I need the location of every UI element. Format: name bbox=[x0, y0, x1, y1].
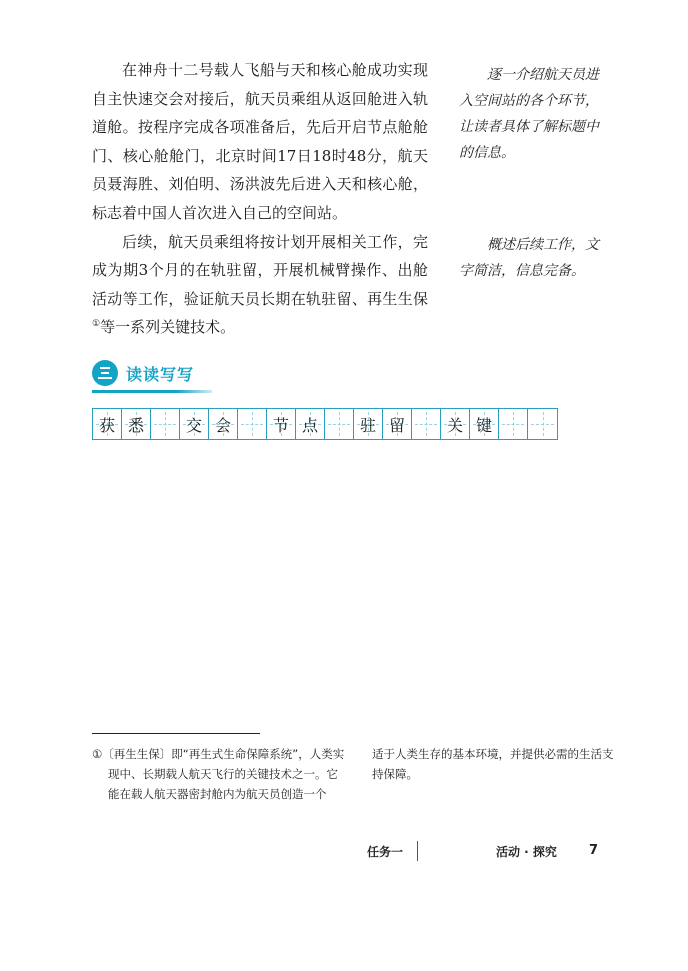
section-title: 读读写写 bbox=[126, 364, 195, 384]
grid-cell bbox=[180, 409, 209, 439]
grid-cell-empty[interactable] bbox=[238, 409, 267, 439]
footer-task: 任务一 bbox=[367, 845, 404, 859]
grid-char: 获 bbox=[98, 415, 115, 435]
grid-cell bbox=[441, 409, 470, 439]
page-number: 7 bbox=[589, 843, 599, 858]
grid-char: 关 bbox=[446, 415, 463, 435]
section-number-icon bbox=[92, 360, 118, 386]
grid-cell bbox=[296, 409, 325, 439]
grid-cell-empty[interactable] bbox=[325, 409, 354, 439]
footnote-divider bbox=[92, 733, 260, 734]
grid-cell-empty[interactable] bbox=[412, 409, 441, 439]
grid-char: 悉 bbox=[127, 415, 144, 435]
three-strokes-icon bbox=[97, 366, 113, 380]
grid-cell bbox=[122, 409, 151, 439]
grid-cell bbox=[209, 409, 238, 439]
grid-char: 留 bbox=[388, 415, 405, 435]
grid-char: 会 bbox=[214, 415, 231, 435]
side-note-2: 概述后续工作，文字简洁，信息完备。 bbox=[459, 237, 599, 279]
grid-char: 键 bbox=[475, 415, 492, 435]
footnote-right: 适于人类生存的基本环境，并提供必需的生活支持保障。 bbox=[372, 747, 614, 781]
footer-divider bbox=[417, 841, 418, 861]
grid-cell bbox=[354, 409, 383, 439]
footnote-marker[interactable]: ① bbox=[92, 319, 101, 330]
grid-cell bbox=[383, 409, 412, 439]
section-underline bbox=[92, 390, 212, 393]
grid-char: 点 bbox=[301, 415, 318, 435]
grid-cell-empty[interactable] bbox=[499, 409, 528, 439]
grid-char: 交 bbox=[185, 415, 202, 435]
grid-cell-empty[interactable] bbox=[151, 409, 180, 439]
footnote-left bbox=[92, 744, 347, 804]
main-text bbox=[92, 56, 428, 342]
grid-char: 驻 bbox=[359, 415, 376, 435]
footer-activity: 活动 · 探究 bbox=[496, 845, 557, 859]
footnote-marker-bottom: ① bbox=[92, 747, 103, 761]
paragraph-2 bbox=[92, 228, 428, 342]
paragraph-1: 在神舟十二号载人飞船与天和核心舱成功实现自主快速交会对接后，航天员乘组从返回舱进入轨道舱。按程序完成各项准备后，先后开启节点舱舱门、核心舱舱门，北京时间17日18时48分，航天员聂海胜、刘伯明、汤洪波先后进入天和核心舱，标志着中国人首次进入自己的空间站。 bbox=[92, 61, 428, 222]
side-note-1: 逐一介绍航天员进入空间站的各个环节，让读者具体了解标题中的信息。 bbox=[459, 67, 599, 161]
grid-cell-empty[interactable] bbox=[528, 409, 557, 439]
paragraph-2-part-2: 等一系列关键技术。 bbox=[100, 318, 236, 337]
writing-grid bbox=[92, 408, 558, 440]
grid-cell bbox=[267, 409, 296, 439]
paragraph-2-part-1: 后续，航天员乘组将按计划开展相关工作，完成为期3个月的在轨驻留，开展机械臂操作、出舱活动等工作，验证航天员长期在轨驻留、再生生保 bbox=[92, 232, 428, 308]
footnote-left-text: 〔再生生保〕即“再生式生命保障系统”，人类实现中、长期载人航天飞行的关键技术之一。它能在载人航天器密封舱内为航天员创造一个 bbox=[102, 747, 345, 801]
grid-char: 节 bbox=[272, 415, 289, 435]
grid-cell bbox=[470, 409, 499, 439]
section-heading bbox=[92, 358, 194, 388]
grid-cell bbox=[93, 409, 122, 439]
